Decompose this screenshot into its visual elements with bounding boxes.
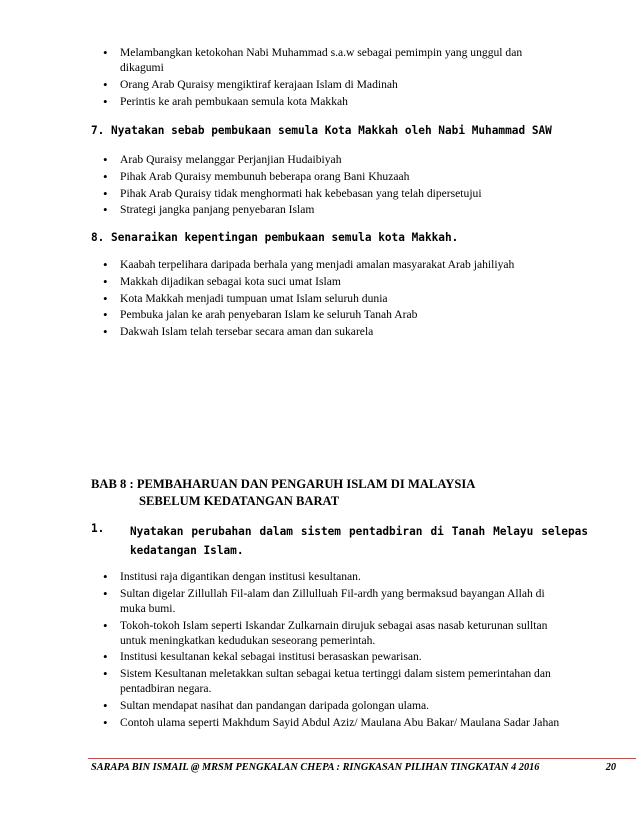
list-item: • Kota Makkah menjadi tumpuan umat Islam seluruh dunia: [103, 291, 573, 306]
list-item: • Institusi raja digantikan dengan institusi kesultanan.: [103, 569, 573, 584]
footer-rule: [88, 758, 636, 759]
page-number: 20: [605, 762, 616, 773]
list-item: • Pihak Arab Quraisy tidak menghormati hak kebebasan yang telah dipersetujui: [103, 186, 573, 201]
question-1-number: 1.: [91, 522, 105, 535]
list-item: • Kaabah terpelihara daripada berhala yang menjadi amalan masyarakat Arab jahiliyah: [103, 257, 573, 272]
question-7-heading: 7. Nyatakan sebab pembukaan semula Kota Makkah oleh Nabi Muhammad SAW: [91, 124, 552, 137]
question-1-list: [103, 569, 573, 732]
footer-text: SARAPA BIN ISMAIL @ MRSM PENGKALAN CHEPA : RINGKASAN PILIHAN TINGKATAN 4 2016: [91, 762, 540, 773]
page-footer: [91, 762, 616, 773]
question-1-line-1: Nyatakan perubahan dalam sistem pentadbiran di Tanah Melayu selepas: [130, 525, 588, 538]
list-item: • Strategi jangka panjang penyebaran Islam: [103, 202, 573, 217]
chapter-title: BAB 8 : PEMBAHARUAN DAN PENGARUH ISLAM DI MALAYSIA: [91, 477, 476, 491]
list-item: • Orang Arab Quraisy mengiktiraf kerajaan Islam di Madinah: [103, 77, 543, 92]
list-item: • Dakwah Islam telah tersebar secara aman dan sukarela: [103, 324, 573, 339]
question-1-line-2: kedatangan Islam.: [130, 544, 244, 557]
list-item: • Pihak Arab Quraisy membunuh beberapa orang Bani Khuzaah: [103, 169, 573, 184]
question-8-heading: 8. Senaraikan kepentingan pembukaan semula kota Makkah.: [91, 231, 459, 244]
list-item: • Sistem Kesultanan meletakkan sultan sebagai ketua tertinggi dalam sistem pemerintahan dan pentadbiran negara.: [103, 666, 573, 696]
list-item: • Institusi kesultanan kekal sebagai institusi berasaskan pewarisan.: [103, 649, 573, 664]
question-7-list: [103, 152, 573, 219]
list-item: • Contoh ulama seperti Makhdum Sayid Abdul Aziz/ Maulana Abu Bakar/ Maulana Sadar Jahan: [103, 715, 573, 730]
list-item: • Melambangkan ketokohan Nabi Muhammad s.a.w sebagai pemimpin yang unggul dan dikagumi: [103, 45, 543, 75]
list-item: • Tokoh-tokoh Islam seperti Iskandar Zulkarnain dirujuk sebagai asas nasab keturunan sulltan untuk meningkatkan kedudukan seseorang pemerintah.: [103, 618, 573, 648]
list-item: • Pembuka jalan ke arah penyebaran Islam ke seluruh Tanah Arab: [103, 307, 573, 322]
list-item: • Makkah dijadikan sebagai kota suci umat Islam: [103, 274, 573, 289]
chapter-subtitle: SEBELUM KEDATANGAN BARAT: [139, 494, 340, 508]
bullet-list-top: [103, 45, 543, 110]
list-item: • Sultan digelar Zillullah Fil-alam dan Zillulluah Fil-ardh yang bermaksud bayangan Allah di muka bumi.: [103, 586, 573, 616]
list-item: • Sultan mendapat nasihat dan pandangan daripada golongan ulama.: [103, 698, 573, 713]
list-item: • Arab Quraisy melanggar Perjanjian Hudaibiyah: [103, 152, 573, 167]
list-item: • Perintis ke arah pembukaan semula kota Makkah: [103, 94, 543, 109]
question-8-list: [103, 257, 573, 341]
question-1-heading: [130, 522, 588, 560]
